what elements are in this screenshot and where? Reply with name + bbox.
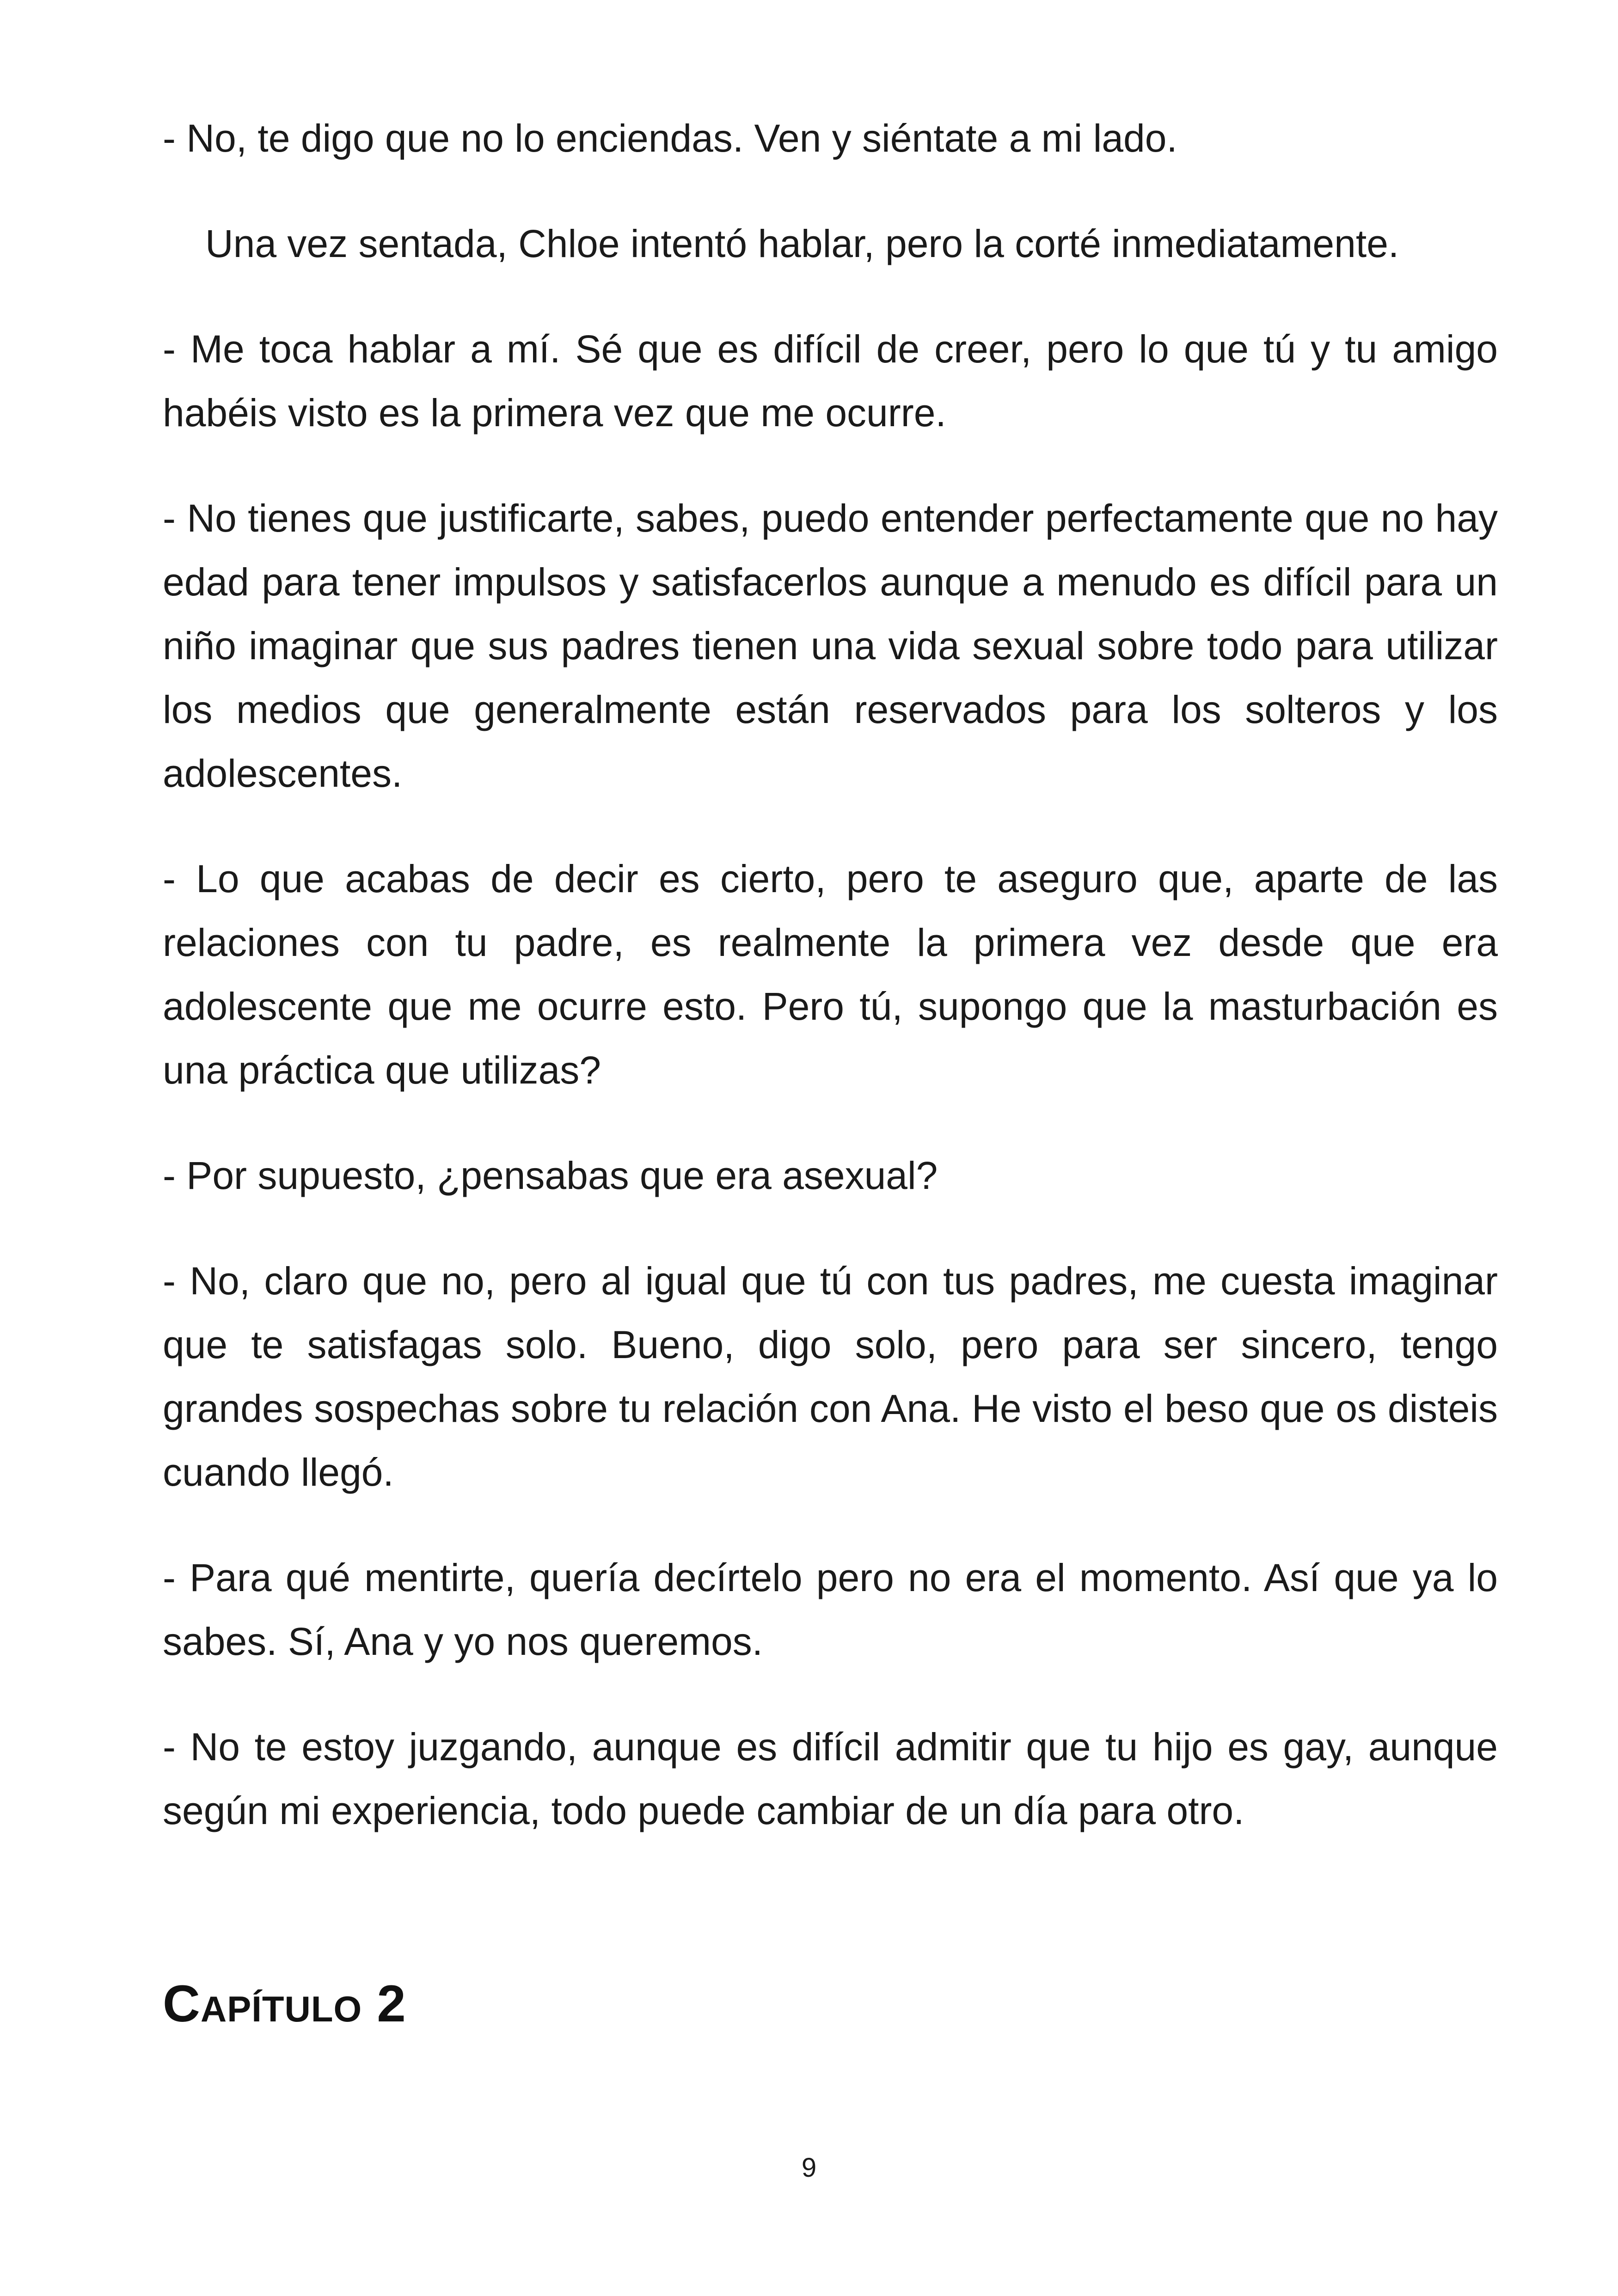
paragraph-2: Una vez sentada, Chloe intentó hablar, pero la corté inmediatamente. — [205, 222, 1399, 265]
body-text — [163, 106, 1498, 1884]
paragraph-3: - Me toca hablar a mí. Sé que es difícil de creer, pero lo que tú y tu amigo habéis visto es la primera vez que me ocurre. — [163, 327, 1498, 435]
paragraph-7: - No, claro que no, pero al igual que tú con tus padres, me cuesta imaginar que te satisfagas solo. Bueno, digo solo, pero para ser sincero, tengo grandes sospechas sobre tu relación con Ana. He visto el beso que os disteis cuando llegó. — [163, 1259, 1498, 1494]
paragraph-4: - No tienes que justificarte, sabes, puedo entender perfectamente que no hay edad para tener impulsos y satisfacerlos aunque a menudo es difícil para un niño imaginar que sus padres tienen una vida sexual sobre todo para utilizar los medios que generalmente están reservados para los solteros y los adolescentes. — [163, 496, 1498, 795]
paragraph-6: - Por supuesto, ¿pensabas que era asexual? — [163, 1154, 938, 1197]
page-number: 9 — [801, 2153, 817, 2183]
paragraph-5: - Lo que acabas de decir es cierto, pero te aseguro que, aparte de las relaciones con tu padre, es realmente la primera vez desde que era adolescente que me ocurre esto. Pero tú, supongo que la masturbación es una práctica que utilizas? — [163, 857, 1498, 1092]
paragraph-9: - No te estoy juzgando, aunque es difícil admitir que tu hijo es gay, aunque según mi experiencia, todo puede cambiar de un día para otro. — [163, 1725, 1498, 1832]
paragraph-1: - No, te digo que no lo enciendas. Ven y siéntate a mi lado. — [163, 116, 1177, 160]
paragraph-8: - Para qué mentirte, quería decírtelo pero no era el momento. Así que ya lo sabes. Sí, Ana y yo nos queremos. — [163, 1556, 1498, 1663]
chapter-heading: Capítulo 2 — [163, 1975, 406, 2033]
